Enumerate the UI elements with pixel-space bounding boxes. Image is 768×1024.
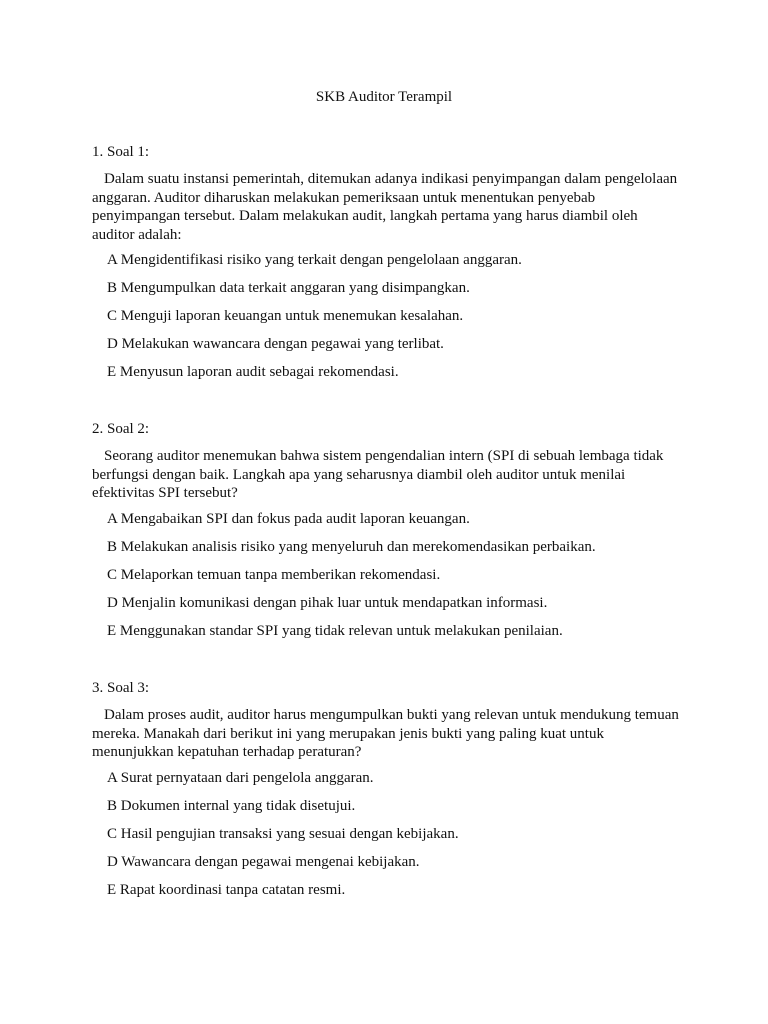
question-2 [92,419,682,650]
question-1 [92,142,682,391]
question-heading: 3. Soal 3: [92,680,150,696]
answer-option-b: B Mengumpulkan data terkait anggaran yang disimpangkan. [107,280,470,296]
question-text: Dalam suatu instansi pemerintah, ditemukan adanya indikasi penyimpangan dalam pengelolaan anggaran. Auditor diharuskan melakukan pemeriksaan untuk menentukan penyebab penyimpangan tersebut. Dalam melakukan audit, langkah pertama yang harus diambil oleh auditor adalah: [92,171,678,243]
answer-option-a: A Surat pernyataan dari pengelola anggaran. [107,769,374,786]
answer-option-b: B Melakukan analisis risiko yang menyeluruh dan merekomendasikan perbaikan. [107,538,596,555]
answer-option-c: C Hasil pengujian transaksi yang sesuai dengan kebijakan. [107,825,459,842]
answer-option-d: D Menjalin komunikasi dengan pihak luar untuk mendapatkan informasi. [107,594,548,611]
question-text: Dalam proses audit, auditor harus mengumpulkan bukti yang relevan untuk mendukung temuan mereka. Manakah dari berikut ini yang merupakan jenis bukti yang paling kuat untuk menunjukkan kepatuhan terhadap peraturan? [92,707,679,760]
answer-option-b: B Dokumen internal yang tidak disetujui. [107,797,356,814]
answer-options [92,510,682,640]
question-text: Seorang auditor menemukan bahwa sistem pengendalian intern (SPI di sebuah lembaga tidak berfungsi dengan baik. Langkah apa yang seharusnya diambil oleh auditor untuk menilai efektivitas SPI tersebut? [92,448,664,501]
answer-option-d: D Melakukan wawancara dengan pegawai yang terlibat. [107,336,444,352]
answer-option-c: C Menguji laporan keuangan untuk menemukan kesalahan. [107,308,464,324]
answer-option-e: E Menggunakan standar SPI yang tidak relevan untuk melakukan penilaian. [107,622,563,639]
answer-options [92,251,682,381]
question-heading: 2. Soal 2: [92,421,150,437]
answer-option-e: E Rapat koordinasi tanpa catatan resmi. [107,881,346,898]
answer-option-a: A Mengabaikan SPI dan fokus pada audit laporan keuangan. [107,510,470,527]
question-heading: 1. Soal 1: [92,144,150,160]
page-title: SKB Auditor Terampil [315,89,453,105]
answer-option-c: C Melaporkan temuan tanpa memberikan rekomendasi. [107,566,441,583]
answer-options [92,769,682,899]
answer-option-e: E Menyusun laporan audit sebagai rekomendasi. [107,364,399,380]
answer-option-d: D Wawancara dengan pegawai mengenai kebijakan. [107,853,420,870]
question-3 [92,678,682,909]
answer-option-a: A Mengidentifikasi risiko yang terkait dengan pengelolaan anggaran. [107,252,522,268]
